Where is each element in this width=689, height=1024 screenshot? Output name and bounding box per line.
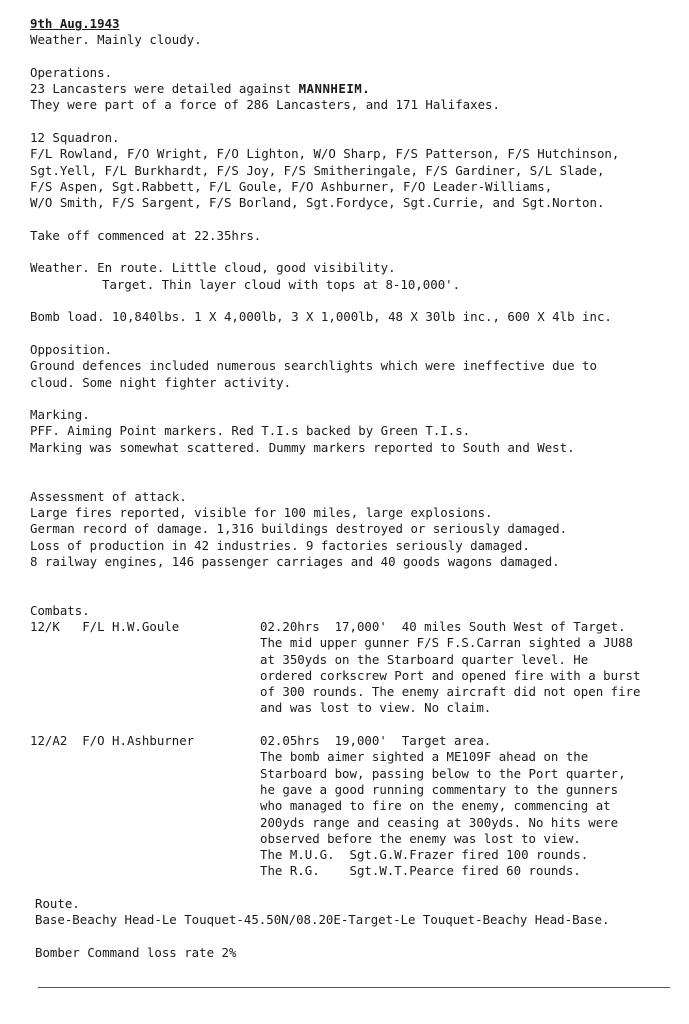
combat-line: 02.20hrs 17,000' 40 miles South West of Target. [260,618,626,634]
assessment-line: 8 railway engines, 146 passenger carriages and 40 goods wagons damaged. [30,553,560,569]
combat-line: The M.U.G. Sgt.G.W.Frazer fired 100 rounds. [260,847,589,863]
combat-line: who managed to fire on the enemy, commencing at [260,798,611,814]
combat-line: 200yds range and ceasing at 300yds. No hits were [260,814,619,830]
bomb-load: Bomb load. 10,840lbs. 1 X 4,000lb, 3 X 1,000lb, 48 X 30lb inc., 600 X 4lb inc. [30,309,612,325]
assessment-line: Large fires reported, visible for 100 miles, large explosions. [30,504,493,520]
target-name: MANNHEIM. [298,81,371,97]
combat-line: ordered corkscrew Port and opened fire with a burst [260,667,641,683]
squadron-heading: 12 Squadron. [30,130,120,146]
document-page [30,16,680,961]
marking-line: PFF. Aiming Point markers. Red T.I.s backed by Green T.I.s. [30,423,471,439]
combat-line: Starboard bow, passing below to the Port quarter, [260,765,626,781]
route-section [30,896,680,961]
combat-aircraft: 12/K F/L H.W.Goule [30,618,180,634]
takeoff-time: Take off commenced at 22.35hrs. [30,227,262,243]
entry-date: 9th Aug.1943 [30,16,120,31]
route-line: Base-Beachy Head-Le Touquet-45.50N/08.20E-Target-Le Touquet-Beachy Head-Base. [35,912,610,928]
operations-heading: Operations. [30,64,113,80]
crew-line: F/S Aspen, Sgt.Rabbett, F/L Goule, F/O Ashburner, F/O Leader-Williams, [30,178,553,194]
route-heading: Route. [35,896,80,912]
operations-line-1 [30,81,680,97]
marking-line: Marking was somewhat scattered. Dummy markers reported to South and West. [30,439,575,455]
opposition-heading: Opposition. [30,341,113,357]
crew-line: Sgt.Yell, F/L Burkhardt, F/S Joy, F/S Smitheringale, F/S Gardiner, S/L Slade, [30,162,605,178]
loss-rate: Bomber Command loss rate 2% [35,944,237,960]
weather-summary: Weather. Mainly cloudy. [30,32,202,48]
combat-line: 02.05hrs 19,000' Target area. [260,733,492,749]
crew-line: W/O Smith, F/S Sargent, F/S Borland, Sgt.Fordyce, Sgt.Currie, and Sgt.Norton. [30,195,605,211]
combat-line: The mid upper gunner F/S F.S.Carran sighted a JU88 [260,635,633,651]
combat-line: observed before the enemy was lost to view. [260,830,581,846]
combat-line: he gave a good running commentary to the gunners [260,781,619,797]
operations-prefix: 23 Lancasters were detailed against [30,81,299,97]
operations-line-2: They were part of a force of 286 Lancasters, and 171 Halifaxes. [30,97,500,113]
combat-entry [30,733,680,880]
opposition-line: cloud. Some night fighter activity. [30,374,292,390]
marking-heading: Marking. [30,407,90,423]
combat-line: The R.G. Sgt.W.T.Pearce fired 60 rounds. [260,863,581,879]
bottom-rule [38,987,670,988]
combat-report [260,733,680,880]
opposition-line: Ground defences included numerous searchlights which were ineffective due to [30,358,597,374]
combat-entry [30,619,680,717]
combat-line: at 350yds on the Starboard quarter level. He [260,651,589,667]
assessment-line: Loss of production in 42 industries. 9 factories seriously damaged. [30,537,530,553]
combat-aircraft: 12/A2 F/O H.Ashburner [30,733,195,749]
combat-line: The bomb aimer sighted a ME109F ahead on the [260,749,589,765]
combat-line: and was lost to view. No claim. [260,700,492,716]
combat-report [260,619,680,717]
combat-line: of 300 rounds. The enemy aircraft did not open fire [260,684,641,700]
crew-line: F/L Rowland, F/O Wright, F/O Lighton, W/O Sharp, F/S Patterson, F/S Hutchinson, [30,146,620,162]
assessment-heading: Assessment of attack. [30,488,187,504]
weather-target: Target. Thin layer cloud with tops at 8-10,000'. [102,276,461,292]
combats-heading: Combats. [30,602,90,618]
assessment-line: German record of damage. 1,316 buildings destroyed or seriously damaged. [30,521,568,537]
weather-en-route: Weather. En route. Little cloud, good visibility. [30,260,396,276]
